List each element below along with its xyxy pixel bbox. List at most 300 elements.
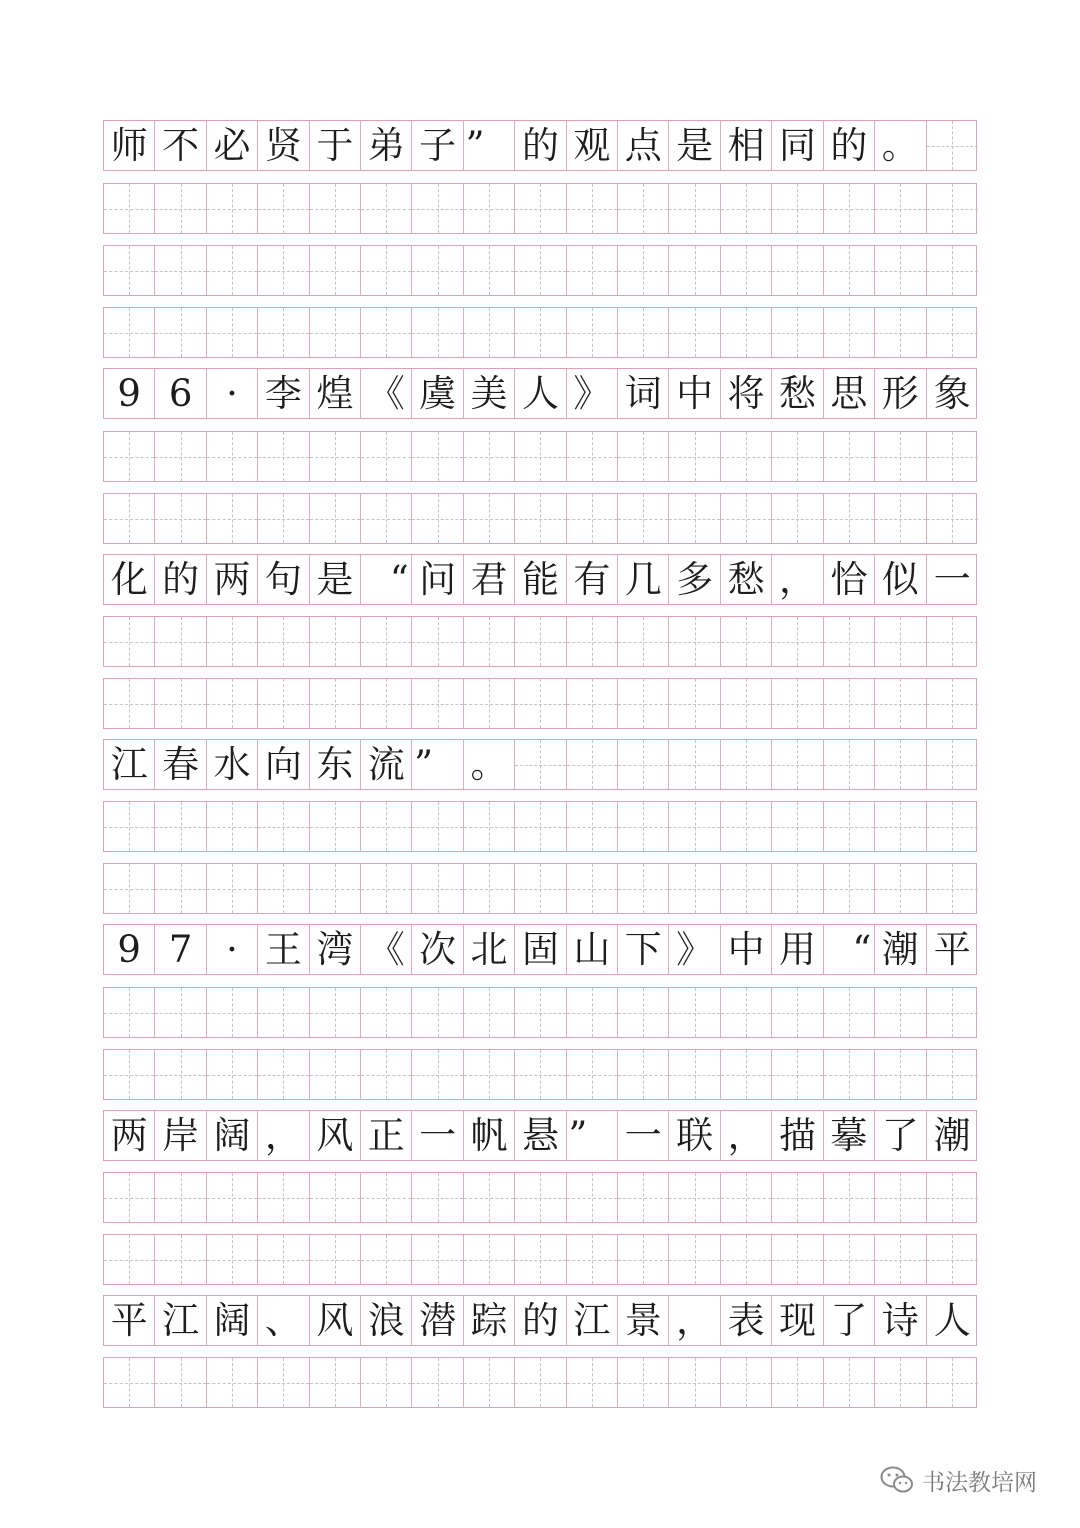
grid-cell xyxy=(515,679,566,728)
grid-row xyxy=(103,1295,977,1346)
character: 君 xyxy=(470,558,508,601)
grid-row xyxy=(103,801,977,852)
grid-cell xyxy=(207,1296,258,1345)
grid-cell xyxy=(258,1173,309,1222)
character: 一 xyxy=(419,1114,457,1157)
grid-cell xyxy=(618,925,669,974)
grid-cell xyxy=(207,864,258,913)
grid-cell xyxy=(772,740,823,789)
grid-cell xyxy=(258,121,309,170)
grid-cell xyxy=(258,1358,309,1407)
grid-cell xyxy=(567,555,618,604)
grid-cell xyxy=(104,1050,155,1099)
grid-cell xyxy=(772,617,823,666)
grid-cell xyxy=(567,740,618,789)
grid-cell xyxy=(567,369,618,418)
character: · xyxy=(226,928,238,971)
grid-cell xyxy=(669,555,720,604)
grid-cell xyxy=(567,1296,618,1345)
grid-cell xyxy=(258,555,309,604)
grid-row xyxy=(103,987,977,1038)
grid-cell xyxy=(412,432,463,481)
character: 似 xyxy=(881,558,919,601)
grid-cell xyxy=(104,494,155,543)
grid-cell xyxy=(772,864,823,913)
character: 景 xyxy=(624,1299,662,1342)
grid-cell xyxy=(875,1173,926,1222)
grid-cell xyxy=(155,494,206,543)
grid-cell xyxy=(464,184,515,233)
character: 。 xyxy=(470,743,508,786)
grid-cell xyxy=(258,1296,309,1345)
grid-cell xyxy=(412,802,463,851)
grid-cell xyxy=(412,121,463,170)
grid-cell xyxy=(721,802,772,851)
grid-cell xyxy=(618,1111,669,1160)
grid-cell xyxy=(464,494,515,543)
grid-cell xyxy=(104,184,155,233)
grid-cell xyxy=(412,864,463,913)
character: 李 xyxy=(264,372,302,415)
character: 湾 xyxy=(316,928,354,971)
grid-cell xyxy=(310,1296,361,1345)
grid-cell xyxy=(361,864,412,913)
grid-cell xyxy=(772,1111,823,1160)
grid-cell xyxy=(567,1050,618,1099)
character: 一 xyxy=(624,1114,662,1157)
character: ， xyxy=(676,1299,714,1342)
grid-cell xyxy=(515,246,566,295)
grid-cell xyxy=(875,679,926,728)
grid-row xyxy=(103,1172,977,1223)
grid-cell xyxy=(824,1358,875,1407)
grid-cell xyxy=(515,1111,566,1160)
grid-cell xyxy=(104,617,155,666)
character: 表 xyxy=(727,1299,765,1342)
grid-cell xyxy=(258,864,309,913)
grid-cell xyxy=(875,1358,926,1407)
grid-cell xyxy=(310,1111,361,1160)
grid-cell xyxy=(155,432,206,481)
grid-cell xyxy=(310,308,361,357)
grid-cell xyxy=(412,1050,463,1099)
grid-cell xyxy=(875,617,926,666)
grid-cell xyxy=(412,988,463,1037)
grid-row xyxy=(103,1049,977,1100)
grid-cell xyxy=(567,1358,618,1407)
character: 浪 xyxy=(367,1299,405,1342)
character: ， xyxy=(727,1114,765,1157)
grid-cell xyxy=(669,308,720,357)
grid-cell xyxy=(618,740,669,789)
grid-cell xyxy=(464,246,515,295)
grid-cell xyxy=(824,679,875,728)
grid-cell xyxy=(824,864,875,913)
grid-cell xyxy=(875,308,926,357)
character: 悬 xyxy=(521,1114,559,1157)
grid-cell xyxy=(721,555,772,604)
grid-cell xyxy=(824,925,875,974)
grid-cell xyxy=(567,308,618,357)
grid-cell xyxy=(567,679,618,728)
grid-cell xyxy=(310,802,361,851)
grid-cell xyxy=(772,369,823,418)
grid-cell xyxy=(207,308,258,357)
grid-cell xyxy=(875,988,926,1037)
character: 虞 xyxy=(419,372,457,415)
character: 不 xyxy=(162,124,200,167)
character: 愁 xyxy=(778,372,816,415)
grid-cell xyxy=(875,1050,926,1099)
grid-cell xyxy=(104,555,155,604)
grid-cell xyxy=(258,1111,309,1160)
grid-cell xyxy=(207,617,258,666)
grid-cell xyxy=(464,555,515,604)
character: 贤 xyxy=(264,124,302,167)
grid-row xyxy=(103,678,977,729)
grid-cell xyxy=(515,740,566,789)
grid-cell xyxy=(155,1235,206,1284)
grid-cell xyxy=(618,802,669,851)
grid-cell xyxy=(361,432,412,481)
grid-cell xyxy=(464,1235,515,1284)
character: 的 xyxy=(162,558,200,601)
grid-cell xyxy=(361,555,412,604)
grid-cell xyxy=(310,1173,361,1222)
grid-cell xyxy=(772,1358,823,1407)
character: 弟 xyxy=(367,124,405,167)
grid-cell xyxy=(875,555,926,604)
character: 江 xyxy=(162,1299,200,1342)
grid-cell xyxy=(515,1235,566,1284)
character: 中 xyxy=(727,928,765,971)
character: 人 xyxy=(521,372,559,415)
grid-cell xyxy=(361,802,412,851)
character: 问 xyxy=(419,558,457,601)
grid-cell xyxy=(618,555,669,604)
grid-cell xyxy=(361,1235,412,1284)
character: 美 xyxy=(470,372,508,415)
grid-cell xyxy=(207,1111,258,1160)
character: 了 xyxy=(881,1114,919,1157)
grid-cell xyxy=(515,617,566,666)
character: 春 xyxy=(162,743,200,786)
grid-cell xyxy=(669,988,720,1037)
grid-cell xyxy=(927,988,978,1037)
grid-cell xyxy=(104,1111,155,1160)
grid-cell xyxy=(515,432,566,481)
character: 固 xyxy=(521,928,559,971)
grid-cell xyxy=(618,494,669,543)
character: 《 xyxy=(367,372,405,415)
grid-cell xyxy=(824,1235,875,1284)
character: 师 xyxy=(110,124,148,167)
grid-cell xyxy=(258,925,309,974)
grid-cell xyxy=(772,1296,823,1345)
grid-cell xyxy=(721,432,772,481)
grid-cell xyxy=(361,494,412,543)
grid-cell xyxy=(207,369,258,418)
grid-cell xyxy=(310,494,361,543)
grid-cell xyxy=(669,1111,720,1160)
grid-row xyxy=(103,924,977,975)
grid-cell xyxy=(824,494,875,543)
grid-cell xyxy=(464,740,515,789)
grid-cell xyxy=(258,988,309,1037)
grid-cell xyxy=(515,1173,566,1222)
grid-cell xyxy=(721,740,772,789)
grid-cell xyxy=(412,1173,463,1222)
character: 东 xyxy=(316,743,354,786)
grid-cell xyxy=(155,988,206,1037)
grid-cell xyxy=(618,1235,669,1284)
grid-cell xyxy=(567,246,618,295)
character: 摹 xyxy=(830,1114,868,1157)
grid-cell xyxy=(464,1358,515,1407)
grid-cell xyxy=(618,988,669,1037)
grid-cell xyxy=(155,308,206,357)
grid-cell xyxy=(207,1050,258,1099)
grid-cell xyxy=(207,988,258,1037)
grid-cell xyxy=(361,925,412,974)
grid-cell xyxy=(464,121,515,170)
character: 下 xyxy=(624,928,662,971)
grid-cell xyxy=(772,988,823,1037)
grid-cell xyxy=(927,494,978,543)
grid-cell xyxy=(207,1235,258,1284)
grid-cell xyxy=(669,1173,720,1222)
character: 6 xyxy=(168,372,193,415)
grid-cell xyxy=(412,617,463,666)
character: 两 xyxy=(213,558,251,601)
character: · xyxy=(226,372,238,415)
grid-cell xyxy=(721,617,772,666)
grid-row xyxy=(103,183,977,234)
character: 恰 xyxy=(830,558,868,601)
grid-cell xyxy=(155,1358,206,1407)
grid-cell xyxy=(310,925,361,974)
grid-row xyxy=(103,739,977,790)
grid-cell xyxy=(721,988,772,1037)
grid-cell xyxy=(721,1358,772,1407)
grid-cell xyxy=(155,369,206,418)
grid-cell xyxy=(927,369,978,418)
grid-cell xyxy=(567,864,618,913)
character: 、 xyxy=(264,1299,302,1342)
character: 岸 xyxy=(162,1114,200,1157)
grid-cell xyxy=(875,432,926,481)
character: 的 xyxy=(521,124,559,167)
character: 用 xyxy=(778,928,816,971)
character: 有 xyxy=(573,558,611,601)
grid-cell xyxy=(258,802,309,851)
grid-cell xyxy=(824,369,875,418)
character: 的 xyxy=(521,1299,559,1342)
grid-cell xyxy=(155,246,206,295)
grid-cell xyxy=(721,308,772,357)
grid-cell xyxy=(464,432,515,481)
grid-cell xyxy=(875,925,926,974)
grid-cell xyxy=(104,925,155,974)
character: “ xyxy=(389,558,409,601)
grid-cell xyxy=(310,246,361,295)
grid-cell xyxy=(104,1235,155,1284)
grid-row xyxy=(103,1357,977,1408)
character: ， xyxy=(264,1114,302,1157)
grid-cell xyxy=(464,802,515,851)
grid-cell xyxy=(361,308,412,357)
character: 句 xyxy=(264,558,302,601)
grid-cell xyxy=(464,1173,515,1222)
grid-cell xyxy=(310,864,361,913)
grid-cell xyxy=(772,925,823,974)
grid-cell xyxy=(515,184,566,233)
grid-cell xyxy=(772,246,823,295)
grid-cell xyxy=(155,1296,206,1345)
grid-cell xyxy=(618,1296,669,1345)
grid-cell xyxy=(721,864,772,913)
grid-cell xyxy=(567,988,618,1037)
grid-cell xyxy=(927,1235,978,1284)
grid-cell xyxy=(155,184,206,233)
character: 人 xyxy=(933,1299,971,1342)
grid-cell xyxy=(515,555,566,604)
grid-cell xyxy=(618,1173,669,1222)
grid-cell xyxy=(927,432,978,481)
grid-cell xyxy=(104,246,155,295)
grid-cell xyxy=(104,1358,155,1407)
grid-cell xyxy=(258,1235,309,1284)
grid-cell xyxy=(772,308,823,357)
grid-cell xyxy=(155,1050,206,1099)
character: 潮 xyxy=(881,928,919,971)
watermark xyxy=(880,1460,1037,1500)
grid-cell xyxy=(721,369,772,418)
grid-cell xyxy=(155,925,206,974)
grid-cell xyxy=(721,1111,772,1160)
character: 。 xyxy=(881,124,919,167)
character: 阔 xyxy=(213,1114,251,1157)
grid-cell xyxy=(464,1296,515,1345)
grid-cell xyxy=(875,184,926,233)
character: 子 xyxy=(419,124,457,167)
grid-cell xyxy=(412,1358,463,1407)
grid-cell xyxy=(515,1358,566,1407)
character: 了 xyxy=(830,1299,868,1342)
grid-cell xyxy=(310,1358,361,1407)
grid-cell xyxy=(669,1358,720,1407)
grid-cell xyxy=(412,369,463,418)
character: 王 xyxy=(264,928,302,971)
grid-cell xyxy=(361,246,412,295)
grid-cell xyxy=(155,1111,206,1160)
grid-cell xyxy=(258,246,309,295)
grid-cell xyxy=(258,1050,309,1099)
grid-cell xyxy=(155,617,206,666)
character: 必 xyxy=(213,124,251,167)
grid-cell xyxy=(927,864,978,913)
character: 潮 xyxy=(933,1114,971,1157)
character: 思 xyxy=(830,372,868,415)
grid-row xyxy=(103,431,977,482)
grid-cell xyxy=(824,740,875,789)
grid-cell xyxy=(207,246,258,295)
grid-cell xyxy=(310,988,361,1037)
grid-cell xyxy=(207,432,258,481)
grid-row xyxy=(103,493,977,544)
grid-cell xyxy=(824,432,875,481)
character: 象 xyxy=(933,372,971,415)
grid-cell xyxy=(824,617,875,666)
grid-cell xyxy=(927,1173,978,1222)
grid-cell xyxy=(464,988,515,1037)
grid-cell xyxy=(412,925,463,974)
grid-cell xyxy=(412,308,463,357)
grid-cell xyxy=(412,555,463,604)
grid-cell xyxy=(361,1173,412,1222)
grid-cell xyxy=(875,740,926,789)
grid-cell xyxy=(721,1173,772,1222)
grid-cell xyxy=(258,369,309,418)
character: 水 xyxy=(213,743,251,786)
character: ， xyxy=(778,558,816,601)
character: 风 xyxy=(316,1299,354,1342)
character: 》 xyxy=(573,372,611,415)
grid-cell xyxy=(824,246,875,295)
grid-cell xyxy=(669,864,720,913)
grid-cell xyxy=(927,308,978,357)
grid-cell xyxy=(104,679,155,728)
grid-cell xyxy=(721,679,772,728)
grid-cell xyxy=(567,121,618,170)
grid-cell xyxy=(104,740,155,789)
character: 点 xyxy=(624,124,662,167)
grid-row xyxy=(103,554,977,605)
grid-cell xyxy=(515,988,566,1037)
grid-cell xyxy=(618,1050,669,1099)
grid-cell xyxy=(875,369,926,418)
grid-cell xyxy=(875,802,926,851)
grid-cell xyxy=(669,432,720,481)
grid-cell xyxy=(927,1296,978,1345)
character: 化 xyxy=(110,558,148,601)
grid-cell xyxy=(824,1050,875,1099)
grid-cell xyxy=(721,121,772,170)
grid-cell xyxy=(464,864,515,913)
grid-cell xyxy=(669,184,720,233)
grid-cell xyxy=(155,864,206,913)
grid-cell xyxy=(875,121,926,170)
grid-cell xyxy=(772,432,823,481)
grid-cell xyxy=(669,802,720,851)
grid-cell xyxy=(824,802,875,851)
grid-cell xyxy=(361,1050,412,1099)
grid-cell xyxy=(824,1296,875,1345)
grid-cell xyxy=(412,740,463,789)
grid-row xyxy=(103,368,977,419)
grid-cell xyxy=(721,1296,772,1345)
grid-cell xyxy=(927,925,978,974)
grid-cell xyxy=(669,121,720,170)
grid-cell xyxy=(567,184,618,233)
character: 于 xyxy=(316,124,354,167)
grid-cell xyxy=(361,988,412,1037)
grid-cell xyxy=(772,1050,823,1099)
grid-cell xyxy=(618,432,669,481)
character: 次 xyxy=(419,928,457,971)
grid-cell xyxy=(772,1173,823,1222)
grid-cell xyxy=(669,1296,720,1345)
